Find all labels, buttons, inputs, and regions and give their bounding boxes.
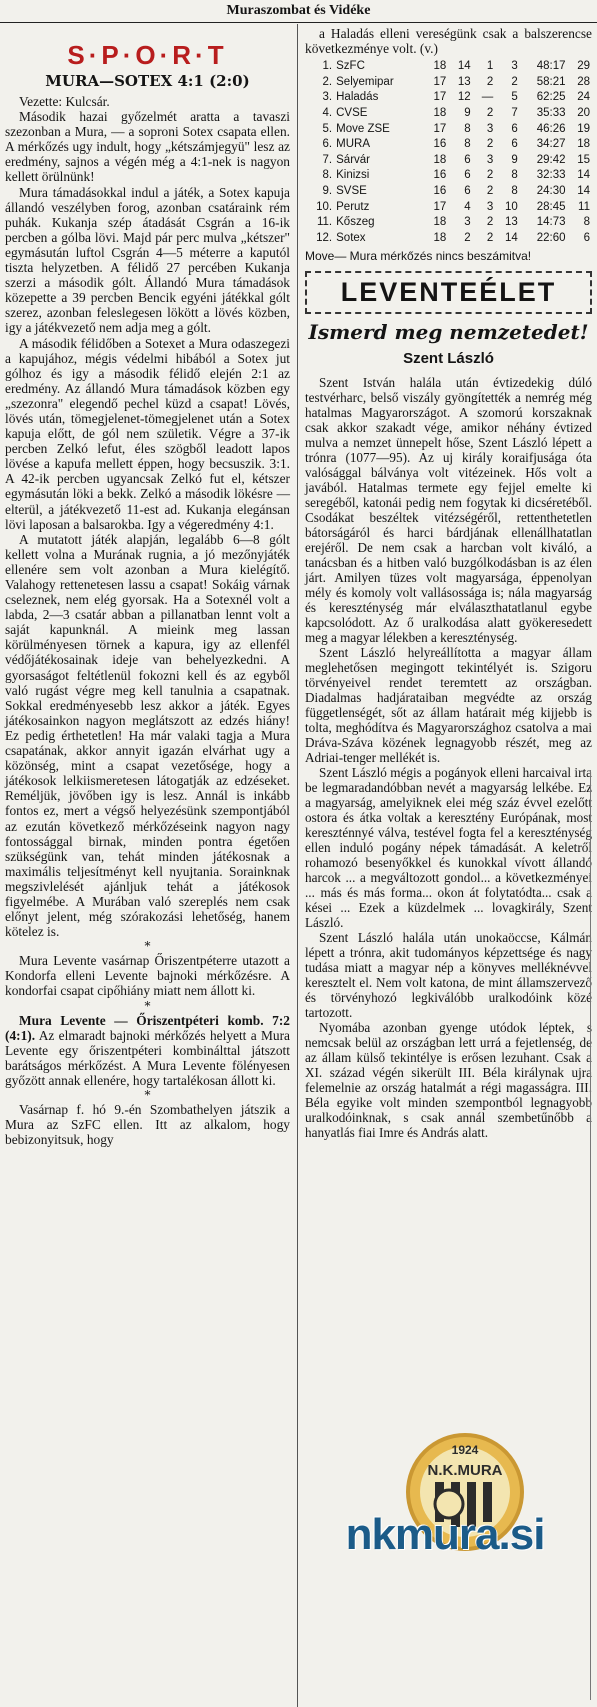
levente-note: Mura Levente vasárnap Őriszentpéterre utazott a Kondorfa elleni Levente bajnoki mérkőzésre. A kondorfai csapat cipőhiány miatt nem állott ki. — [5, 953, 290, 999]
standings-intro: a Haladás elleni vereségünk csak a balszerencse következménye volt. (v.) — [305, 26, 592, 57]
history-paragraph: Nyomába azonban gyenge utódok léptek, s nemcsak belül az országban lett urrá a fejetlenség, de az állam külső tekintélye is erősen lezuhant. Csak a XI. század végén sikerült III. Béla királynak ujra felemelnie az ország hatalmát a régi magasságra. III. Béla egyike volt minden szempontból legnagyobb uralkodóinknak, s csak annál szembetűnőbb a hanyatlás fiai Imre és András alatt. — [305, 1019, 592, 1140]
table-cell: 16 — [433, 169, 447, 182]
table-cell: CVSE — [336, 106, 368, 119]
table-cell: 18 — [433, 60, 447, 73]
table-cell: 8 — [511, 184, 518, 197]
table-cell: Move ZSE — [336, 122, 390, 135]
table-cell: 48:17 — [536, 60, 566, 73]
table-row — [305, 105, 592, 121]
article-paragraph: A mutatott játék alapján, legalább 6—8 gólt kellett volna a Murának rugnia, a jó mezőnyjáték ellenére sem volt azonban a Mura kielégítő. Valahogy rettenetesen lassu a csapat! Sokáig várnak cseleznek, nem elég gyorsak. Ha a Sotexnél volt a labda, 2—3 csatár abban a pillanatban lennt volt a saját kapunknál. A mieink meg lassan körülményesen törnek a kapura, igy az ellenfél védőjátékosainak ideje van behelyezkedni. A gyorsaságot feltétlenül fokozni kell és az egyből való rugást végre meg kell tanulnia a csapatnak. Sokkal eredményesebb lesz akkor a játék. Egyes játékosainkon nagyon meglátszott az edzés hiány! Ez pedig érthetetlen! Ha már valaki tagja a Mura csapatának, akkor annyit igazán elvárhat ugy a közönség, mint a csapat vezetősége, hogy a játékosok lelkiismeretesen látogatják az edzéseket. Reméljük, jövőben igy is lesz. Annál is inkább fontos ez, mert a végső helyezésünk szempontjából az ezután következő mérkőzéseink nagyon nagy fontossággal birnak, minden pontra égetően szükségünk van, tehát minden játékosnak a maximális teljesítményt kell nyujtania. Sorainknak megszivlelését ajánljuk tehát a játékosok figyelmébe. A Murában való szereplés nem csak előnyt jelent, még szórakozási lehetőség, hanem kötelez is. — [5, 531, 290, 940]
table-cell: 28 — [577, 75, 590, 88]
history-paragraph: Szent László halála után unokaöccse, Kálmán lépett a trónra, akit tudományos képzettsége és nagy tudása miatt a magyar nép a könyves melléknévvel keresztelt el. Nem volt katona, de mint államszervező és törvényhozó legkiválóbb uralkodóink közé tartozott. — [305, 929, 592, 1020]
table-cell: 5 — [511, 91, 518, 104]
table-cell: 3 — [511, 60, 518, 73]
table-cell: 6 — [464, 169, 471, 182]
table-cell: 35:33 — [536, 106, 566, 119]
article-paragraph: A második félidőben a Sotexet a Mura odaszegezi a kapujához, mégis védelmi hibából a Sotex jut gólhoz és igy a második félidő elején 2:1 az eredmény. Az állandó Mura támadások közben egy „szezonra" elegendő pechel küzd a csapat! Lövés, lövés után, tömegjelenet-tömegjelenet után a Sotex kapuja előtt, de gól nem születik. Végre a 37-ik percben Zelkó lefut, éles szögből leadott lapos lövése a kapufa mellett éppen, hogy becsuszik. 3:1. A 42-ik percben ugyancsak Zelkó fut el, kétszer egymásután löki a bekk. Zelkó a második lökésre — elterül, a játékvezető 11-est ad. Kukanja elegánsan lövi laposan a balsarokba. Igy a végeredmény 4:1. — [5, 335, 290, 532]
leventeelet-title: LEVENTEÉLET — [340, 276, 557, 307]
table-cell: 3 — [486, 200, 494, 213]
table-cell: 17 — [433, 122, 447, 135]
standings-table — [305, 58, 592, 245]
table-cell: 17 — [433, 91, 447, 104]
table-cell: 14 — [577, 184, 590, 197]
standings-note: Move— Mura mérkőzés nincs beszámitva! — [305, 248, 532, 263]
table-cell: 10. — [316, 200, 333, 213]
table-cell: 18 — [433, 216, 447, 229]
table-cell: 3 — [486, 122, 494, 135]
sport-title: S·P·O·R·T — [67, 40, 228, 70]
logo-club-name: N.K.MURA — [427, 1462, 503, 1479]
table-cell: SVSE — [336, 184, 367, 197]
table-cell: 28:45 — [536, 200, 566, 213]
table-cell: 18 — [433, 153, 447, 166]
table-cell: 3 — [486, 153, 494, 166]
table-cell: 32:33 — [536, 169, 566, 182]
table-row — [305, 199, 592, 215]
table-cell: 58:21 — [536, 75, 566, 88]
table-cell: 22:60 — [536, 231, 566, 244]
levente-match-text: Az elmaradt bajnoki mérkőzés helyett a Mura Levente egy őriszentpéteri kombinálttal játszott barátságos mérkőzést. A Mura Levente fölényesen győzött annak ellenére, hogy tartalékosan állott ki. — [5, 1027, 290, 1088]
table-row — [305, 152, 592, 168]
history-paragraph: Szent István halála után évtizedekig dúló testvérharc, belső viszály gyöngítették a nemrég még hatalmas Magyarországot. A szomorú korszaknak csak akkor szakadt vége, amikor néhány évtized mulva a nemzet ünnepelt hőse, Szent László lépett a trónra (1077—95). Az uj király koraifjusága óta valósággal bálványa volt vitézeinek. Hős volt a javából. Hatalmas termete egy fejjel emelte ki seregéből, katonái pedig nem fogytak ki dicséretéből. Csodákat beszéltek vitézségéről, rettenthetetlen bátorságáról és harci bárdjának ellenállhatatlan erejéről. De nem csak a harcban volt kiváló, a tanácsban és a hitben való buzgólkodásban is az élen járt. Amilyen tüzes volt magyarsága, éppenolyan mély és komoly volt vallásossága is; nála magyarság és kereszténység már elválaszthatatlanul egybe kapcsolódott. Az ő uralkodása alatt gyökeresedett meg a magyar lélekben a kereszténység. — [305, 374, 592, 645]
table-cell: 62:25 — [536, 91, 566, 104]
table-cell: 17 — [433, 200, 447, 213]
table-row — [305, 90, 592, 106]
table-cell: 12. — [316, 231, 333, 244]
table-cell: 46:26 — [536, 122, 566, 135]
table-cell: 24:30 — [536, 184, 566, 197]
nkmura-watermark-text: nkmura.si — [345, 1510, 545, 1559]
table-row — [305, 230, 592, 246]
table-cell: Kinizsi — [336, 169, 370, 182]
separator-star: * — [144, 1088, 151, 1102]
separator-star: * — [144, 998, 151, 1013]
table-cell: 14 — [577, 169, 590, 182]
table-cell: 24 — [577, 91, 590, 104]
table-cell: 13 — [504, 216, 518, 229]
table-cell: 2 — [486, 216, 494, 229]
table-cell: 17 — [433, 75, 447, 88]
table-cell: 6 — [583, 231, 590, 244]
table-cell: 14 — [504, 231, 518, 244]
table-row — [305, 168, 592, 184]
table-cell: 9 — [464, 106, 471, 119]
table-cell: 1 — [486, 60, 494, 73]
table-cell: 18 — [433, 231, 447, 244]
table-cell: 6. — [322, 138, 333, 151]
table-cell: 4. — [322, 106, 333, 119]
table-cell: 18 — [433, 106, 447, 119]
table-cell: 20 — [577, 106, 590, 119]
table-cell: 16 — [433, 184, 447, 197]
table-cell: 7 — [511, 106, 518, 119]
table-row — [305, 214, 592, 230]
table-cell: 14 — [457, 60, 471, 73]
column-divider — [297, 24, 298, 1707]
right-column — [305, 26, 592, 1140]
table-row — [305, 121, 592, 137]
table-cell: 5. — [322, 122, 333, 135]
table-cell: Selyemipar — [336, 75, 394, 88]
leventeelet-banner — [305, 271, 592, 314]
table-cell: 15 — [577, 153, 590, 166]
table-cell: 6 — [511, 138, 518, 151]
table-cell: 2 — [486, 231, 494, 244]
table-cell: 6 — [464, 153, 471, 166]
leventeelet-subtitle: Ismerd meg nemzetedet! — [308, 319, 589, 344]
table-cell: 8 — [583, 216, 590, 229]
table-cell: 29 — [577, 60, 590, 73]
table-cell: — — [481, 91, 494, 104]
history-paragraph: Szent László mégis a pogányok elleni harcaival irta be legmaradandóbban nevét a magyarság lelkébe. Ez a magyarság, amelyiknek elei még száz évvel ezelőtt ostora és átka voltak a keresztény Európának, most kereszténnyé válva, testével fogta fel a kereszténység ellen induló pogány népek támadását. A keletről rohamozó besenyőkkel és kunokkal vívott állandó harcok ... a megváltozott gondol... a következményei ... más és más forma... okon át folytatódta... csak a kései ... Ezek a küzdelmek ... lovagkirály, Szent László. — [305, 764, 592, 930]
table-cell: 18 — [577, 138, 590, 151]
table-cell: Kőszeg — [336, 216, 375, 229]
table-cell: 8 — [511, 169, 518, 182]
table-cell: 29:42 — [536, 153, 566, 166]
table-cell: 8 — [464, 122, 471, 135]
table-cell: 11 — [578, 200, 590, 213]
table-cell: 10 — [504, 200, 518, 213]
adjacent-column-edge — [590, 770, 597, 1700]
article-title: Szent László — [403, 349, 494, 367]
table-cell: 13 — [457, 75, 471, 88]
table-cell: 2 — [486, 106, 494, 119]
table-cell: MURA — [336, 138, 370, 151]
table-cell: 16 — [433, 138, 447, 151]
article-paragraph: Mura támadásokkal indul a játék, a Sotex kapuja állandó veszélyben forog, azonban csatáraink rém puhák. Kukanja szép átadását Csgrán a 16-ik percben a gólba lövi. Majd pár perc mulva „kétszer" egymásután luftol Csgrán 4—5 méterre a kaputól tiszta helyzetben. A félidő 27 percében Kukanja szerzi a második gólt. Állandó Mura támadások közepette a 39 percben Bencik egyéni játékkal gólt szerez, azonban feleslegesen lökött a lövés közben, igy a játékvezető nem adja meg a gólt. — [5, 184, 290, 336]
table-cell: 11. — [316, 216, 333, 229]
table-cell: Haladás — [336, 91, 379, 104]
table-cell: 2 — [486, 169, 494, 182]
table-row — [305, 58, 592, 74]
sport-column — [5, 26, 290, 1147]
next-game-text: Vasárnap f. hó 9.-én Szombathelyen játszik a Mura az SzFC ellen. Itt az alkalom, hogy bebizonyitsuk, hogy — [5, 1102, 290, 1148]
table-cell: 8. — [322, 169, 333, 182]
table-cell: Sotex — [336, 231, 366, 244]
table-cell: 7. — [322, 153, 333, 166]
table-cell: 2 — [464, 231, 471, 244]
table-cell: 2 — [511, 75, 518, 88]
table-cell: 3. — [322, 91, 333, 104]
table-cell: 2 — [486, 184, 494, 197]
table-cell: 8 — [464, 138, 471, 151]
history-paragraph: Szent László helyreállította a magyar állam meglehetősen megingott tekintélyét is. Szigoru törvényeivel rendet teremtett az országban. Diadalmas hadjárataiban megvédte az ország függetlenségét, sőt az állam határait még kijjebb is tolta, meghódítva és Magyarországhoz csatolva a mai Dráva-Száva közének legnagyobb részét, meg az Adriai-tenger mellékét is. — [305, 644, 592, 765]
table-cell: Sárvár — [336, 153, 370, 166]
table-cell: 2 — [486, 75, 494, 88]
table-row — [305, 183, 592, 199]
logo-year: 1924 — [451, 1443, 479, 1457]
table-cell: 9 — [511, 153, 518, 166]
table-cell: 4 — [464, 200, 471, 213]
table-cell: 6 — [464, 184, 471, 197]
levente-match-report — [5, 1013, 290, 1088]
article-paragraph: Második hazai győzelmét aratta a tavaszi szezonban a Mura, — a soproni Sotex csapata ellen. A mérkőzés ugy indult, hogy „kétszámjegyü" lesz az eredmény, sajnos a végén még a 4:1-nek is nagyon kellett örülnünk! — [5, 109, 290, 185]
levente-match-title: Mura Levente — Őriszentpéteri komb. 7:2 (4:1). — [5, 1012, 290, 1043]
table-cell: 19 — [577, 122, 590, 135]
table-cell: 12 — [457, 91, 471, 104]
referee-line: Vezette: Kulcsár. — [19, 94, 110, 109]
table-cell: Perutz — [336, 200, 370, 213]
match-heading: MURA—SOTEX 4:1 (2:0) — [45, 72, 250, 90]
masthead: Muraszombat és Vidéke — [0, 0, 597, 23]
table-cell: 2 — [486, 138, 494, 151]
table-cell: 14:73 — [536, 216, 566, 229]
table-cell: 2. — [322, 75, 333, 88]
table-row — [305, 74, 592, 90]
table-cell: 3 — [464, 216, 471, 229]
table-cell: 1. — [322, 60, 333, 73]
table-cell: SzFC — [336, 60, 365, 73]
table-row — [305, 136, 592, 152]
separator-star: * — [144, 939, 151, 954]
table-cell: 9. — [322, 184, 333, 197]
table-cell: 6 — [511, 122, 518, 135]
table-cell: 34:27 — [536, 138, 566, 151]
